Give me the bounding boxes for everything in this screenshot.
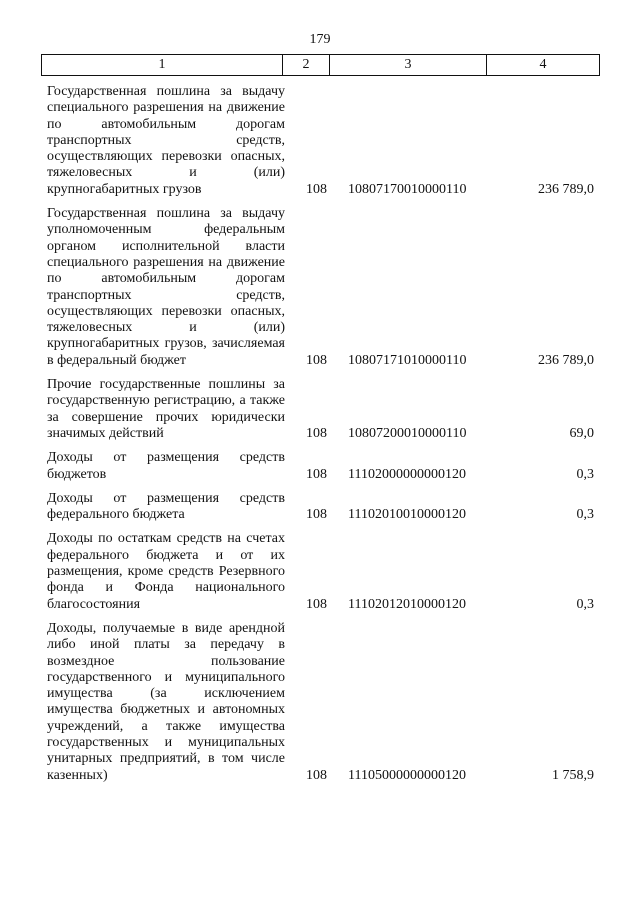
row-description: Доходы, получаемые в виде арендной либо иной платы за передачу в возмездное пользование государственного и муниципального имущества (за исключением имущества бюджетных и автономных учреждений, а также имущества государственных и муниципальных унитарных предприятий, в том числе казенных) xyxy=(47,620,285,783)
row-kbk-code: 11105000000000120 xyxy=(348,767,466,783)
row-admin-code: 108 xyxy=(306,352,327,368)
row-amount: 1 758,9 xyxy=(552,767,594,783)
row-admin-code: 108 xyxy=(306,425,327,441)
table-row xyxy=(47,531,600,612)
column-header-2: 2 xyxy=(283,55,330,76)
table-row xyxy=(47,84,600,198)
column-header-row xyxy=(42,55,600,76)
table-row xyxy=(47,621,600,784)
row-amount: 236 789,0 xyxy=(538,352,594,368)
column-header-4: 4 xyxy=(487,55,600,76)
row-kbk-code: 10807170010000110 xyxy=(348,181,467,197)
budget-table-body xyxy=(47,84,600,792)
row-amount: 0,3 xyxy=(576,466,594,482)
row-admin-code: 108 xyxy=(306,507,327,523)
page-number: 179 xyxy=(309,32,331,47)
row-admin-code: 108 xyxy=(306,596,327,612)
row-description: Доходы по остаткам средств на счетах федерального бюджета и от их размещения, кроме средств Резервного фонда и Фонда национального благосостояния xyxy=(47,531,285,612)
row-amount: 0,3 xyxy=(576,507,594,523)
row-amount: 69,0 xyxy=(569,425,594,441)
row-kbk-code: 10807171010000110 xyxy=(348,352,467,368)
table-row xyxy=(47,450,600,483)
table-row xyxy=(47,491,600,524)
row-kbk-code: 11102000000000120 xyxy=(348,466,466,482)
row-kbk-code: 11102012010000120 xyxy=(348,596,466,612)
column-header-3: 3 xyxy=(330,55,487,76)
row-description: Доходы от размещения средств бюджетов xyxy=(47,450,285,482)
table-row xyxy=(47,377,600,442)
row-admin-code: 108 xyxy=(306,181,327,197)
row-description: Прочие государственные пошлины за государственную регистрацию, а также за совершение прочих юридически значимых действий xyxy=(47,377,285,441)
row-description: Государственная пошлина за выдачу специального разрешения на движение по автомобильным дорогам транспортных средств, осуществляющих перевозки опасных, тяжеловесных и (или) крупногабаритных грузов xyxy=(47,84,285,197)
row-admin-code: 108 xyxy=(306,767,327,783)
row-admin-code: 108 xyxy=(306,466,327,482)
column-header-table xyxy=(41,54,600,76)
column-header-1: 1 xyxy=(42,55,283,76)
row-description: Доходы от размещения средств федерального бюджета xyxy=(47,490,285,523)
row-kbk-code: 11102010010000120 xyxy=(348,507,466,523)
row-amount: 0,3 xyxy=(576,596,594,612)
row-amount: 236 789,0 xyxy=(538,181,594,197)
row-kbk-code: 10807200010000110 xyxy=(348,425,467,441)
table-row xyxy=(47,206,600,369)
row-description: Государственная пошлина за выдачу уполномоченным федеральным органом исполнительной власти специального разрешения на движение по автомобильным дорогам транспортных средств, осуществляющих перевозки опасных, тяжеловесных и (или) крупногабаритных грузов, зачисляемая в федеральный бюджет xyxy=(47,206,285,368)
